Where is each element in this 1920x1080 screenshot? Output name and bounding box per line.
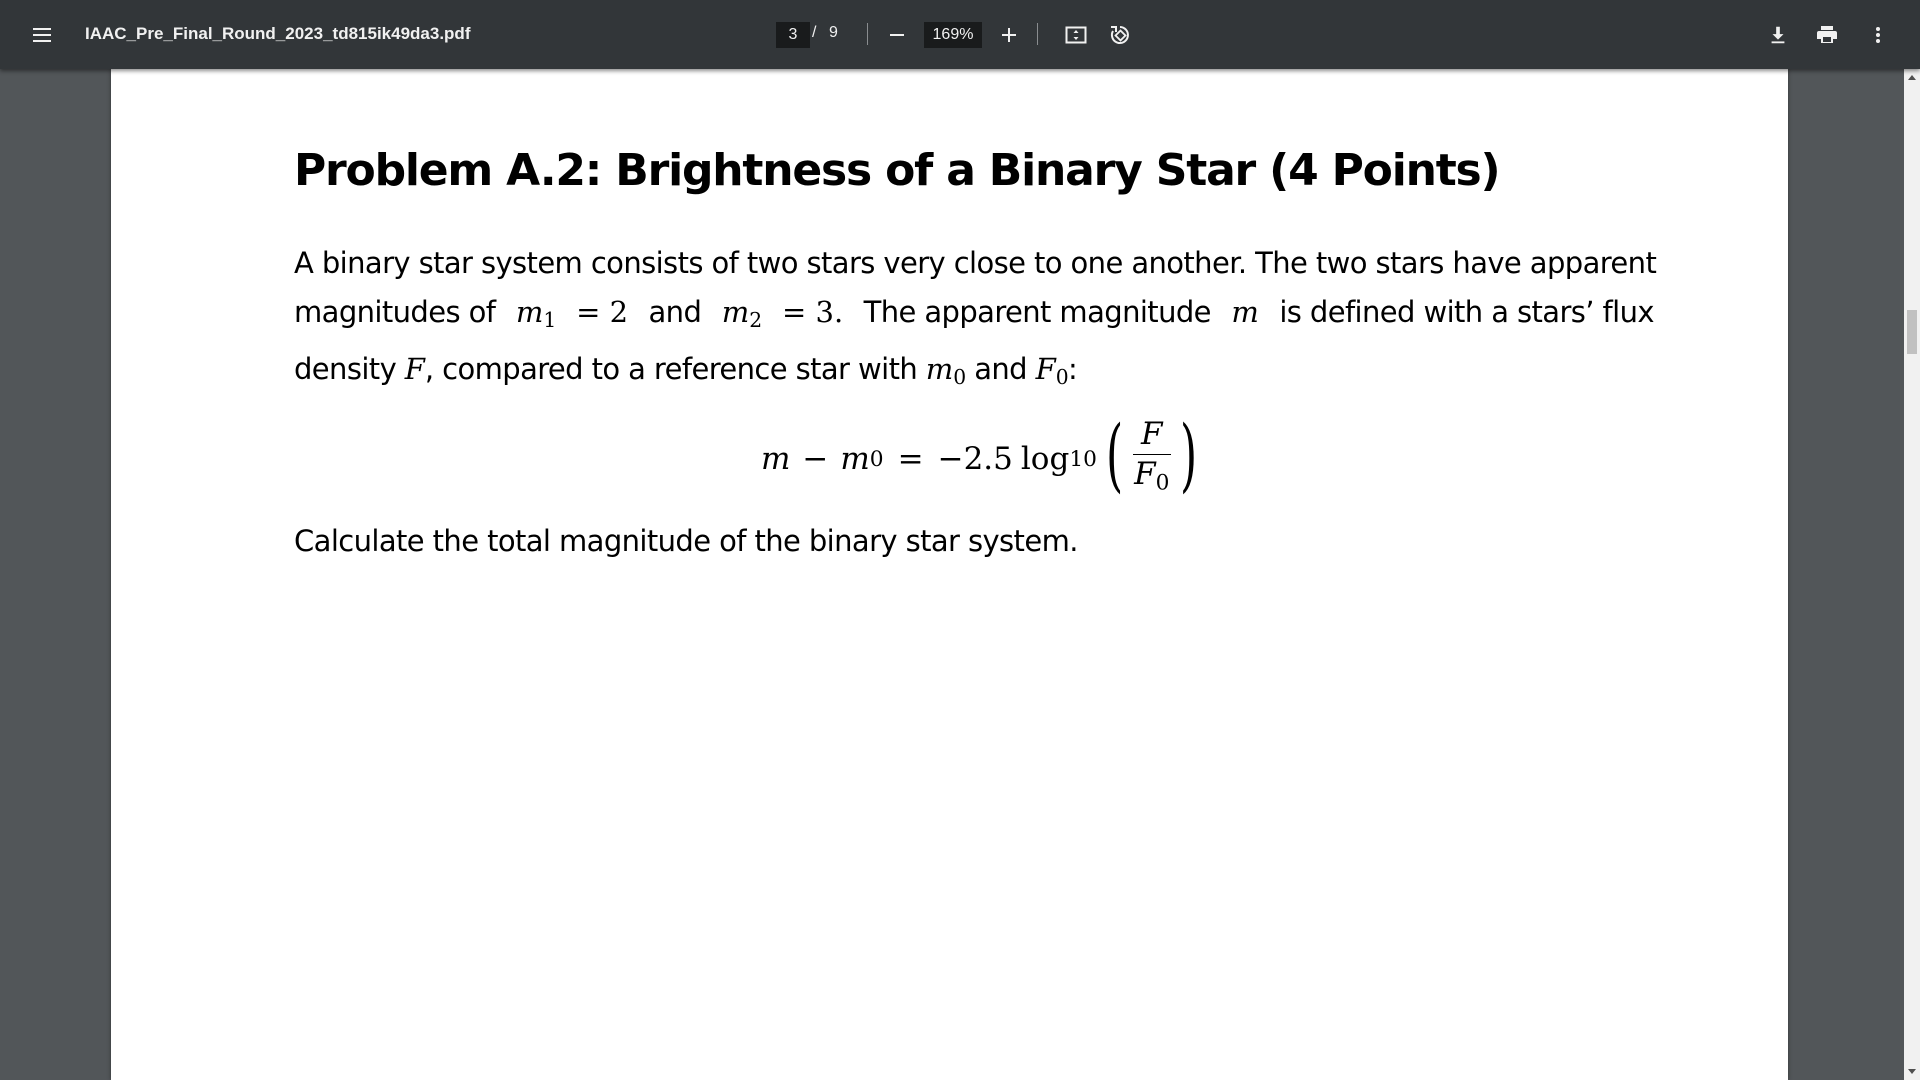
math-m1: $m_1$: [515, 295, 556, 333]
triangle-up-icon: [1908, 74, 1916, 80]
rotate-button[interactable]: [1100, 15, 1140, 55]
zoom-in-button[interactable]: [990, 15, 1028, 55]
download-button[interactable]: [1758, 15, 1798, 55]
math-eq-2: = 2: [576, 295, 629, 329]
scroll-up-arrow[interactable]: [1904, 69, 1920, 85]
problem-text-line-1: A binary star system consists of two stars very close to one another. The two stars have apparent: [294, 246, 1657, 280]
math-m: m: [1231, 295, 1259, 329]
total-pages: 9: [829, 24, 838, 41]
print-button[interactable]: [1807, 15, 1847, 55]
menu-button[interactable]: [22, 15, 62, 55]
magnitude-equation: m − m 0 = −2.5 log 10 ( $\frac{F}{F_0}$ ): [761, 408, 1198, 501]
text-segment: is defined with a stars’ flux: [1279, 295, 1654, 329]
page-number-input[interactable]: [776, 22, 810, 48]
problem-text-line-3: density F, compared to a reference star with $m_0$ and $F_0$:: [294, 352, 1078, 390]
pdf-toolbar: [0, 0, 1920, 69]
flux-fraction: $\frac{F}{F_0}$: [1134, 416, 1170, 496]
triangle-down-icon: [1908, 1069, 1916, 1075]
hamburger-menu-icon: [30, 23, 54, 47]
fit-to-page-button[interactable]: [1056, 15, 1096, 55]
page-separator: /: [812, 24, 817, 41]
print-icon: [1815, 23, 1839, 47]
math-F0: $F_0$: [1035, 352, 1069, 390]
problem-text-line-2: [294, 288, 1654, 345]
right-paren: ): [1180, 408, 1198, 501]
left-paren: (: [1105, 408, 1124, 501]
minus-icon: [887, 25, 907, 45]
text-segment: magnitudes of: [294, 295, 496, 329]
more-vertical-icon: [1868, 25, 1888, 45]
math-m0: $m_0$: [925, 352, 966, 390]
math-eq-3: = 3.: [781, 295, 844, 329]
toolbar-divider: [1037, 23, 1038, 45]
text-segment: The apparent magnitude: [863, 295, 1211, 329]
download-icon: [1767, 24, 1789, 46]
problem-text: [294, 239, 1657, 402]
pdf-viewer[interactable]: [0, 69, 1904, 1080]
zoom-level-input[interactable]: [924, 22, 982, 48]
vertical-scrollbar[interactable]: [1904, 69, 1920, 1080]
document-title: IAAC_Pre_Final_Round_2023_td815ik49da3.pdf: [85, 24, 471, 43]
math-m2: $m_2$: [721, 295, 762, 333]
more-actions-button[interactable]: [1858, 15, 1898, 55]
toolbar-divider: [867, 23, 868, 45]
question-text: Calculate the total magnitude of the binary star system.: [294, 524, 1078, 558]
scroll-down-arrow[interactable]: [1904, 1064, 1920, 1080]
scroll-thumb[interactable]: [1907, 310, 1917, 354]
fit-to-page-icon: [1064, 23, 1088, 47]
pdf-page: [111, 69, 1788, 1080]
text-segment: and: [648, 295, 702, 329]
plus-icon: [999, 25, 1019, 45]
problem-title: Problem A.2: Brightness of a Binary Star (4 Points): [294, 145, 1500, 196]
zoom-out-button[interactable]: [878, 15, 916, 55]
math-F: F: [404, 352, 425, 387]
rotate-icon: [1108, 23, 1132, 47]
